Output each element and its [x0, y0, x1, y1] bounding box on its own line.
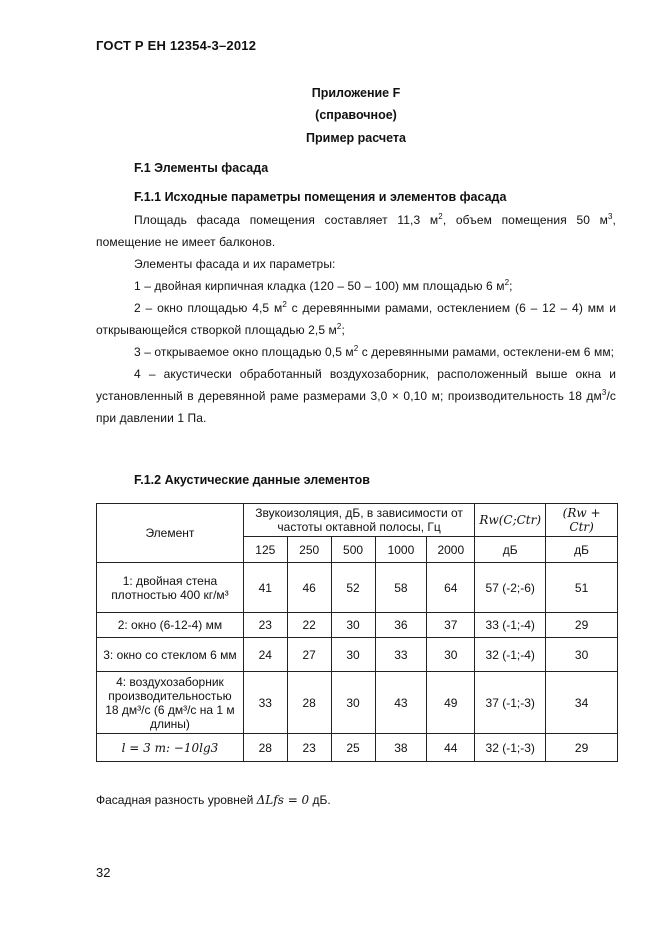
row-element: 1: двойная стена плотностью 400 кг/м³ [97, 563, 244, 613]
table-row [97, 734, 618, 762]
footer-unit: дБ. [312, 793, 331, 807]
page-number: 32 [96, 865, 111, 880]
cell-value: 52 [331, 563, 375, 613]
cell-value: 30 [331, 638, 375, 672]
paragraph-room: Площадь фасада помещения составляет 11,3 $м^2$, объем помещения 50 $м^3$, помещение не имеет балконов. [96, 212, 616, 249]
cell-rw: 32 (-1;-3) [475, 734, 546, 762]
section-f11-heading: F.1.1 Исходные параметры помещения и элементов фасада [134, 190, 507, 204]
cell-value: 58 [375, 563, 427, 613]
table-header-row [97, 504, 618, 537]
freq-250: 250 [287, 537, 331, 563]
cell-value: 25 [331, 734, 375, 762]
section-f11-body [96, 209, 616, 429]
cell-value: 37 [427, 613, 475, 638]
cell-value: 41 [243, 563, 287, 613]
cell-sum: 51 [546, 563, 618, 613]
section-f12-heading: F.1.2 Акустические данные элементов [134, 473, 370, 487]
appendix-kind: (справочное) [315, 108, 397, 122]
freq-2000: 2000 [427, 537, 475, 563]
document-header: ГОСТ Р ЕН 12354-3–2012 [96, 38, 257, 53]
cell-value: 23 [287, 734, 331, 762]
paragraph-element-2: 2 – окно площадью 4,5 $м^2$ с деревянными рамами, остеклением (6 – 12 – 4) мм и открывающейся створкой площадью 2,5 $м^2$; [96, 300, 616, 337]
cell-value: 46 [287, 563, 331, 613]
cell-sum: 30 [546, 638, 618, 672]
cell-value: 22 [287, 613, 331, 638]
freq-500: 500 [331, 537, 375, 563]
header-rw-ctr: (Rw + Ctr) [546, 504, 618, 537]
paragraph-element-3: 3 – открываемое окно площадью 0,5 $м^2$ с деревянными рамами, остеклени-ем 6 мм; [134, 344, 615, 359]
cell-value: 43 [375, 672, 427, 734]
cell-rw: 32 (-1;-4) [475, 638, 546, 672]
cell-value: 23 [243, 613, 287, 638]
acoustic-data-table [96, 503, 618, 762]
paragraph-elements-intro: Элементы фасада и их параметры: [134, 257, 336, 271]
cell-value: 27 [287, 638, 331, 672]
cell-rw: 57 (-2;-6) [475, 563, 546, 613]
freq-125: 125 [243, 537, 287, 563]
header-element: Элемент [97, 504, 244, 563]
cell-value: 33 [375, 638, 427, 672]
cell-rw: 37 (-1;-3) [475, 672, 546, 734]
cell-value: 38 [375, 734, 427, 762]
cell-value: 49 [427, 672, 475, 734]
cell-sum: 29 [546, 734, 618, 762]
cell-value: 36 [375, 613, 427, 638]
row-element: 4: воздухозаборник производительностью 18 дм³/с (6 дм³/с на 1 м длины) [97, 672, 244, 734]
cell-sum: 29 [546, 613, 618, 638]
appendix-subtitle: Пример расчета [306, 131, 406, 145]
table-row [97, 672, 618, 734]
cell-value: 30 [331, 613, 375, 638]
table-row [97, 638, 618, 672]
section-f1-heading: F.1 Элементы фасада [134, 161, 269, 175]
cell-value: 24 [243, 638, 287, 672]
row-element: 3: окно со стеклом 6 мм [97, 638, 244, 672]
cell-value: 33 [243, 672, 287, 734]
footer-text: Фасадная разность уровней [96, 793, 254, 807]
cell-value: 44 [427, 734, 475, 762]
header-rw: Rw(C;Ctr) [475, 504, 546, 537]
row-element: l = 3 m: −10lg3 [97, 734, 244, 762]
table-row [97, 613, 618, 638]
cell-rw: 33 (-1;-4) [475, 613, 546, 638]
unit-rw: дБ [475, 537, 546, 563]
cell-value: 30 [427, 638, 475, 672]
paragraph-element-1: 1 – двойная кирпичная кладка (120 – 50 – 100) мм площадью 6 $м^2$; [134, 278, 513, 293]
row-element: 2: окно (6-12-4) мм [97, 613, 244, 638]
cell-sum: 34 [546, 672, 618, 734]
table-row [97, 563, 618, 613]
footer-formula: ΔLfs = 0 [256, 793, 310, 807]
appendix-title: Приложение F [311, 86, 401, 100]
cell-value: 28 [287, 672, 331, 734]
cell-value: 30 [331, 672, 375, 734]
cell-value: 28 [243, 734, 287, 762]
facade-level-difference [96, 793, 331, 807]
paragraph-element-4: 4 – акустически обработанный воздухозаборник, расположенный выше окна и установленный в деревянной раме размерами 3,0 × 0,10 м; производительность 18 $дм^3/с$ при давлении 1 Па. [96, 367, 616, 425]
unit-sum: дБ [546, 537, 618, 563]
freq-1000: 1000 [375, 537, 427, 563]
cell-value: 64 [427, 563, 475, 613]
header-frequency-group: Звукоизоляция, дБ, в зависимости от частоты октавной полосы, Гц [243, 504, 474, 537]
